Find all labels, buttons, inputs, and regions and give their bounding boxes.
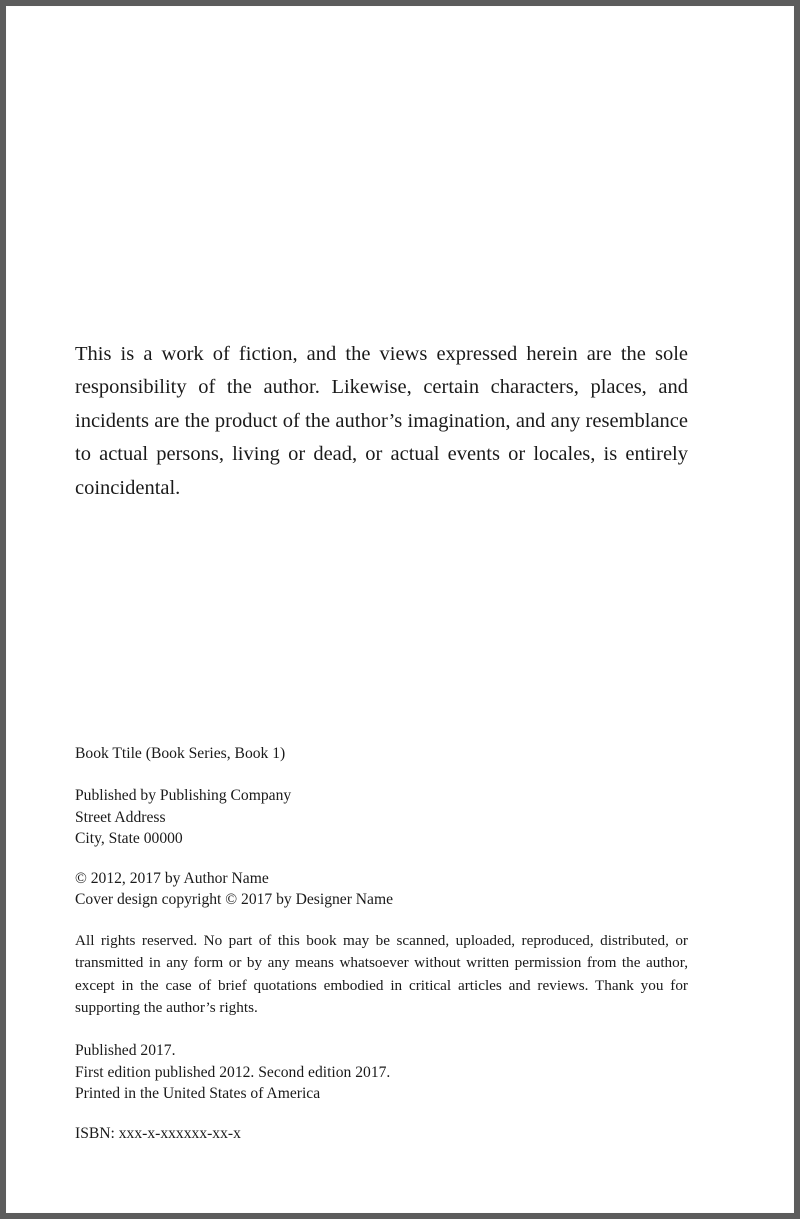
publisher-city-state-zip: City, State 00000 (75, 829, 183, 847)
publication-dates-block (75, 1040, 692, 1104)
published-year-line: Published 2017. (75, 1042, 176, 1060)
isbn-block (75, 1123, 692, 1144)
book-title-block (75, 743, 692, 764)
edition-history-line: First edition published 2012. Second edition 2017. (75, 1063, 391, 1081)
page-body (6, 6, 794, 1213)
publisher-block (75, 785, 692, 849)
copyright-cover-design-line: Cover design copyright © 2017 by Designer Name (75, 891, 394, 909)
fiction-disclaimer-paragraph: This is a work of fiction, and the views expressed herein are the sole responsibility of the author. Likewise, certain characters, places, and incidents are the product of the author’s imagination, and any resemblance to actual persons, living or dead, or actual events or locales, is entirely coincidental. (75, 342, 688, 499)
isbn-line: ISBN: xxx-x-xxxxxx-xx-x (75, 1125, 241, 1143)
copyright-block (75, 868, 692, 911)
imprint-section (75, 743, 692, 1145)
all-rights-reserved-paragraph: All rights reserved. No part of this book may be scanned, uploaded, reproduced, distributed, or transmitted in any form or by any means whatsoever without written permission from the author, except in the case of brief quotations embodied in critical articles and reviews. Thank you for supporting the author’s rights. (75, 931, 688, 1016)
printed-in-line: Printed in the United States of America (75, 1085, 321, 1102)
publisher-street-address: Street Address (75, 808, 166, 826)
copyright-author-line: © 2012, 2017 by Author Name (75, 870, 269, 888)
book-title-line: Book Ttile (Book Series, Book 1) (75, 745, 286, 762)
publisher-name: Published by Publishing Company (75, 787, 292, 805)
